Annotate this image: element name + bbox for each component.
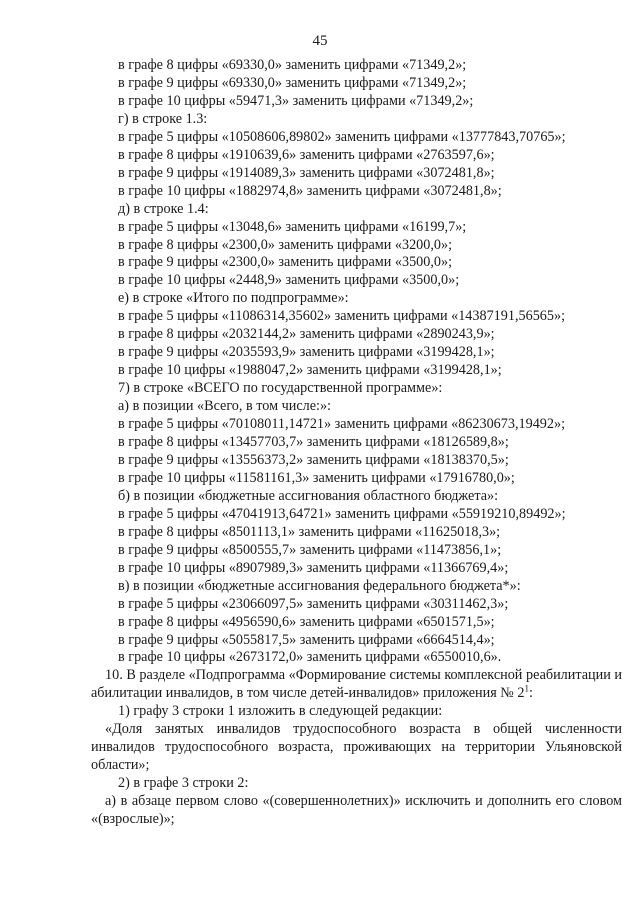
section-10-superscript: 1 bbox=[524, 683, 529, 694]
text-line: 7) в строке «ВСЕГО по государственной программе»: bbox=[118, 380, 443, 397]
text-line: в графе 10 цифры «2673172,0» заменить цифрами «6550010,6». bbox=[118, 649, 502, 666]
text-line: в графе 8 цифры «2300,0» заменить цифрами «3200,0»; bbox=[118, 236, 453, 253]
text-line: в графе 10 цифры «1988047,2» заменить цифрами «3199428,1»; bbox=[118, 362, 502, 379]
text-line: в графе 8 цифры «4956590,6» заменить цифрами «6501571,5»; bbox=[118, 613, 495, 630]
section-10-tail: : bbox=[528, 685, 533, 702]
text-line: в графе 9 цифры «2035593,9» заменить цифрами «3199428,1»; bbox=[118, 344, 495, 361]
item-1-line: 1) графу 3 строки 1 изложить в следующей редакции: bbox=[118, 703, 443, 720]
text-line: в графе 10 цифры «2448,9» заменить цифрами «3500,0»; bbox=[118, 272, 460, 289]
text-line: е) в строке «Итого по подпрограмме»: bbox=[118, 290, 349, 307]
text-line: в графе 10 цифры «1882974,8» заменить цифрами «3072481,8»; bbox=[118, 182, 502, 199]
text-line: в графе 5 цифры «13048,6» заменить цифрами «16199,7»; bbox=[118, 218, 467, 235]
text-line: в графе 8 цифры «8501113,1» заменить цифрами «11625018,3»; bbox=[118, 523, 501, 540]
text-line: в графе 10 цифры «8907989,3» заменить цифрами «11366769,4»; bbox=[118, 559, 509, 576]
text-line: в графе 9 цифры «2300,0» заменить цифрами «3500,0»; bbox=[118, 254, 453, 271]
text-line: в графе 9 цифры «13556373,2» заменить цифрами «18138370,5»; bbox=[118, 451, 509, 468]
text-line: в графе 5 цифры «47041913,64721» заменить цифрами «55919210,89492»; bbox=[118, 505, 566, 522]
text-line: в графе 9 цифры «5055817,5» заменить цифрами «6664514,4»; bbox=[118, 631, 495, 648]
quoted-paragraph: «Доля занятых инвалидов трудоспособного возраста в общей численности инвалидов трудоспособного возраста, проживающих на территории Ульяновской области»; bbox=[91, 721, 622, 774]
section-10-paragraph bbox=[91, 667, 622, 703]
text-line: д) в строке 1.4: bbox=[118, 200, 209, 217]
text-line: б) в позиции «бюджетные ассигнования областного бюджета»: bbox=[118, 487, 499, 504]
text-line: в графе 9 цифры «1914089,3» заменить цифрами «3072481,8»; bbox=[118, 164, 495, 181]
text-line: в графе 9 цифры «8500555,7» заменить цифрами «11473856,1»; bbox=[118, 541, 502, 558]
text-line: в графе 8 цифры «2032144,2» заменить цифрами «2890243,9»; bbox=[118, 326, 495, 343]
page-number: 45 bbox=[312, 33, 328, 49]
item-2a-paragraph: а) в абзаце первом слово «(совершеннолетних)» исключить и дополнить его словом «(взрослые)»; bbox=[91, 793, 622, 828]
text-line: в графе 8 цифры «1910639,6» заменить цифрами «2763597,6»; bbox=[118, 146, 495, 163]
text-line: а) в позиции «Всего, в том числе:»: bbox=[118, 398, 331, 415]
text-line: в графе 5 цифры «70108011,14721» заменить цифрами «86230673,19492»; bbox=[118, 416, 566, 433]
document-body bbox=[91, 57, 622, 829]
section-10-text: 10. В разделе «Подпрограмма «Формирование системы комплексной реабилитации и абилитации инвалидов, в том числе детей-инвалидов» приложения № 2 bbox=[91, 667, 622, 702]
text-line: в графе 5 цифры «10508606,89802» заменить цифрами «13777843,70765»; bbox=[118, 128, 566, 145]
text-line: в графе 10 цифры «11581161,3» заменить цифрами «17916780,0»; bbox=[118, 469, 515, 486]
text-line: в графе 5 цифры «23066097,5» заменить цифрами «30311462,3»; bbox=[118, 595, 509, 612]
text-line: в графе 8 цифры «69330,0» заменить цифрами «71349,2»; bbox=[118, 57, 467, 73]
text-line: г) в строке 1.3: bbox=[118, 110, 208, 127]
text-line: в графе 10 цифры «59471,3» заменить цифрами «71349,2»; bbox=[118, 92, 474, 109]
text-line: в графе 5 цифры «11086314,35602» заменить цифрами «14387191,56565»; bbox=[118, 308, 566, 325]
item-2-line: 2) в графе 3 строки 2: bbox=[118, 775, 249, 792]
text-line: в графе 8 цифры «13457703,7» заменить цифрами «18126589,8»; bbox=[118, 434, 509, 451]
text-line: в графе 9 цифры «69330,0» заменить цифрами «71349,2»; bbox=[118, 74, 467, 91]
text-line: в) в позиции «бюджетные ассигнования федерального бюджета*»: bbox=[118, 577, 521, 594]
